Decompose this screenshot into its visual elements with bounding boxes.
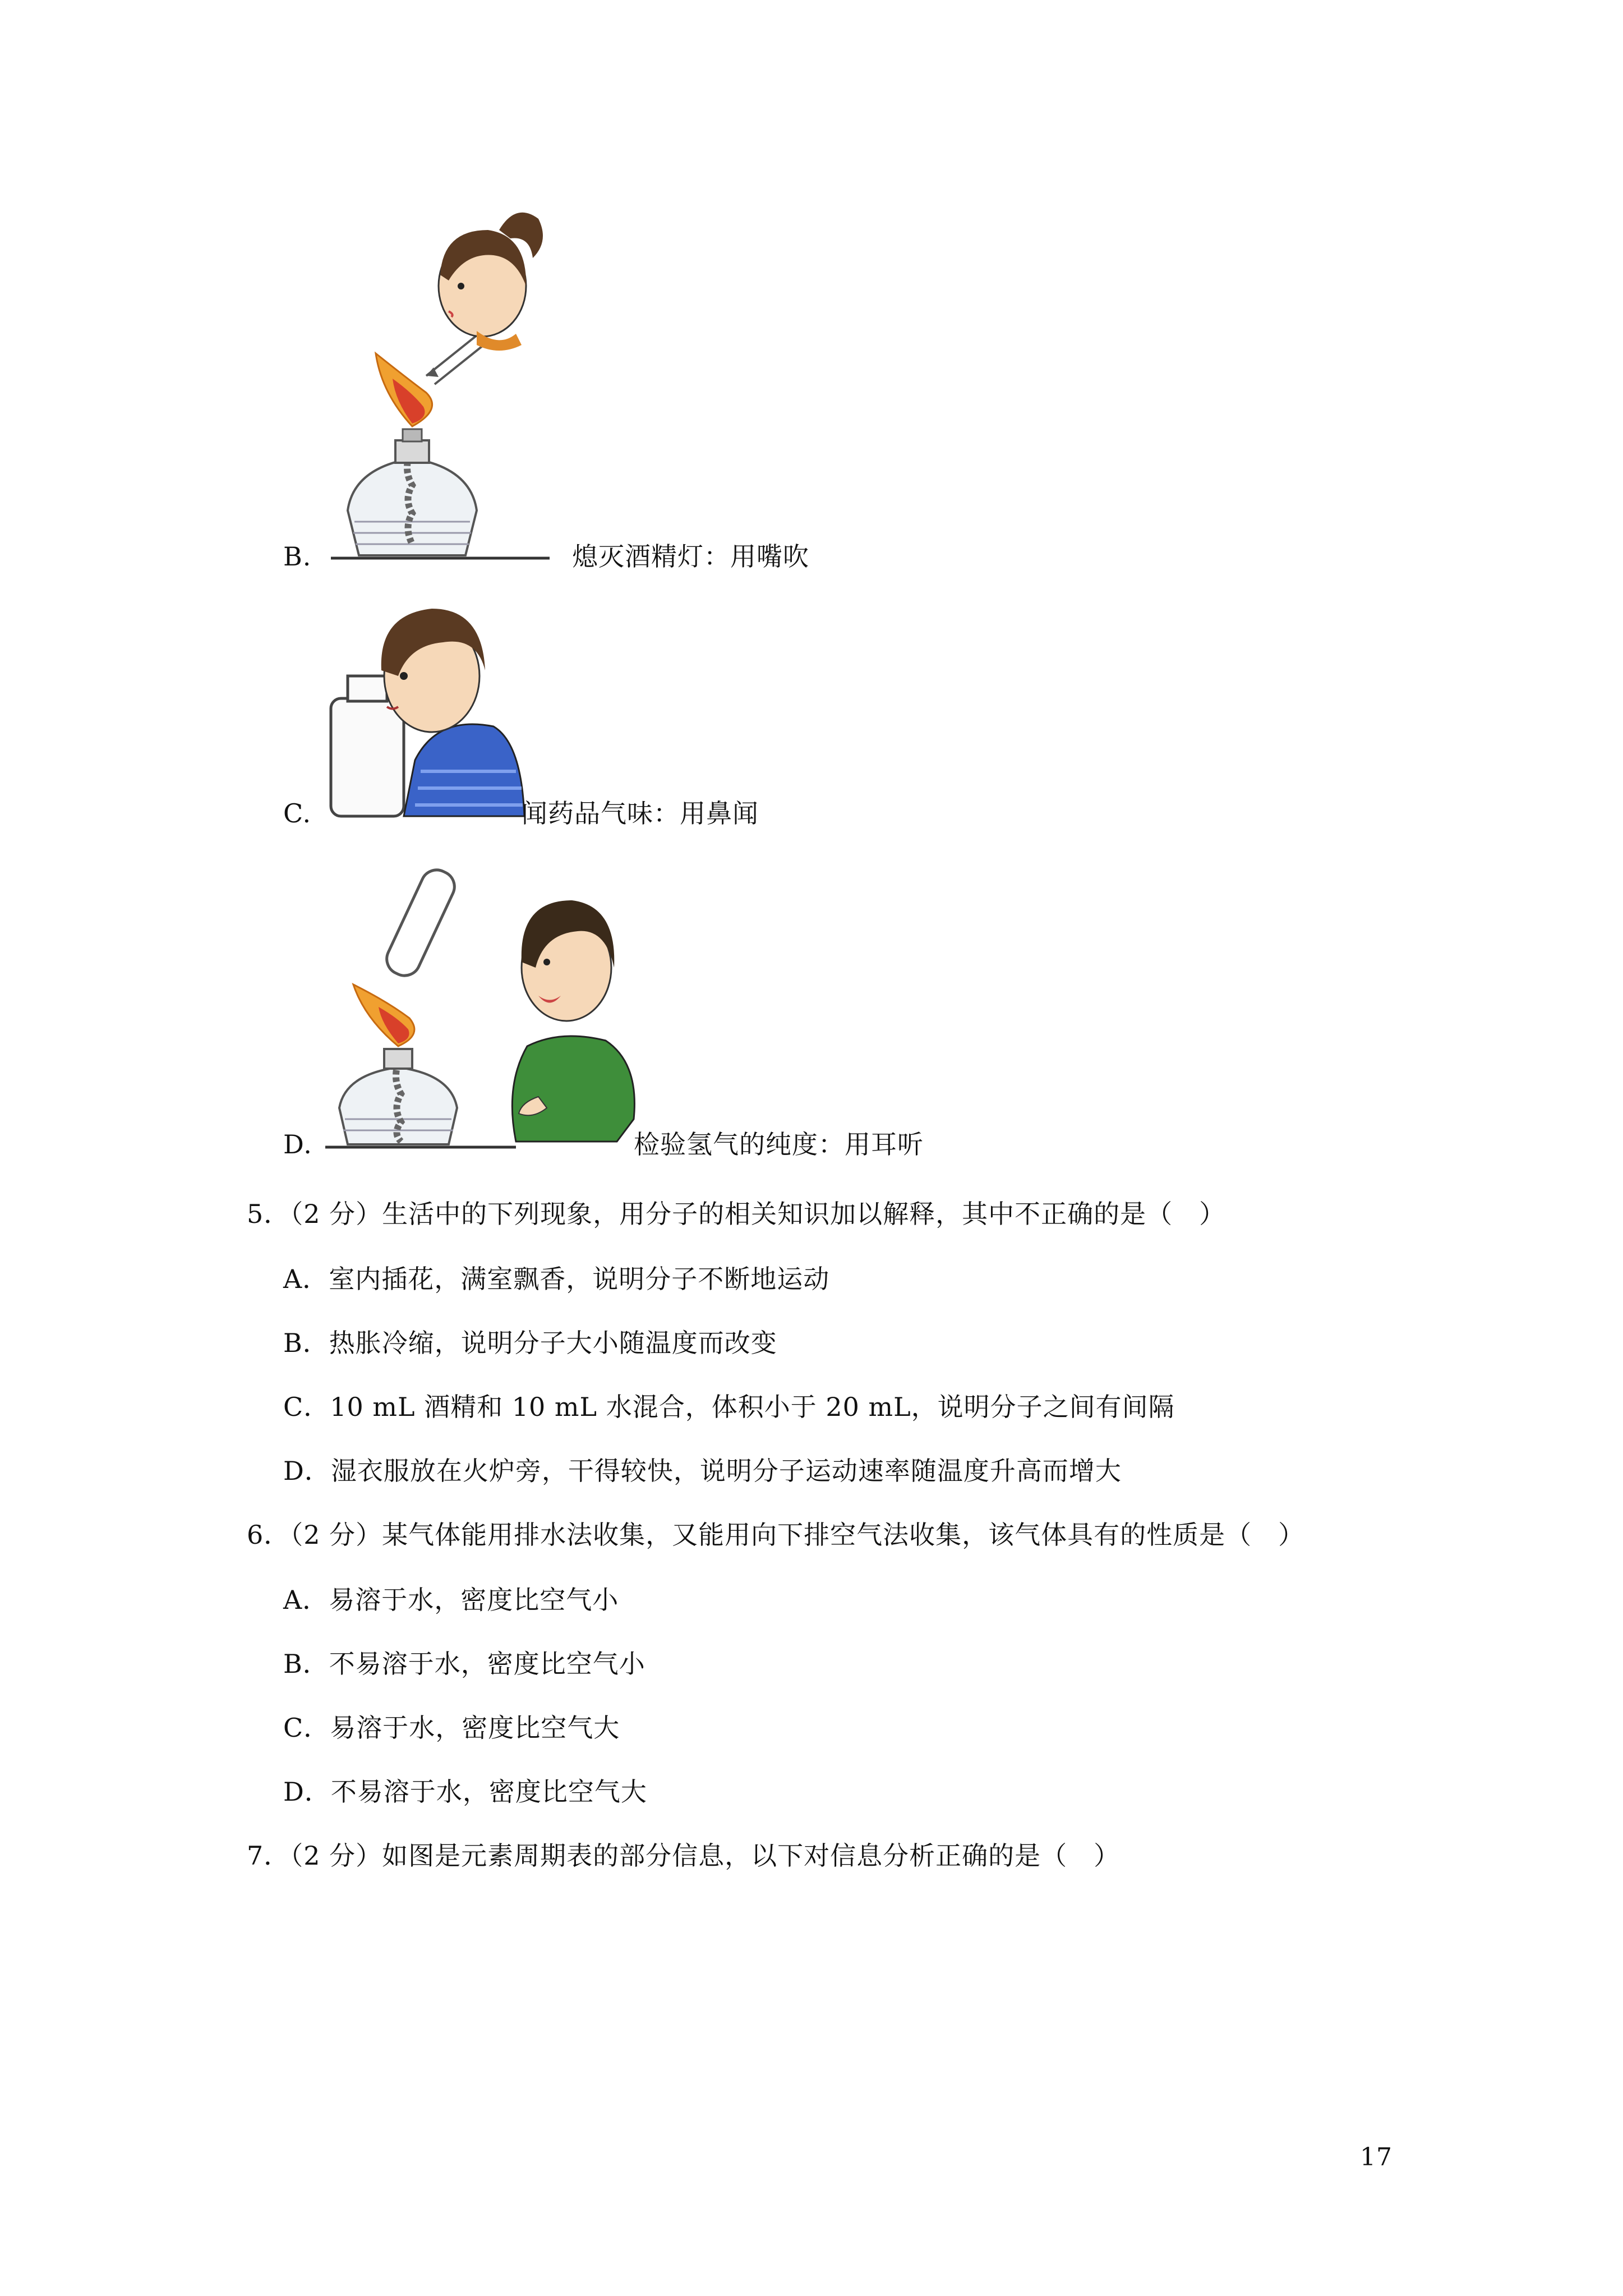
option-b-letter: B. — [283, 541, 312, 572]
question-5-option-c: C．10 mL 酒精和 10 mL 水混合，体积小于 20 mL，说明分子之间有间隔 — [283, 1392, 1175, 1422]
option-c-caption: 闻药品气味：用鼻闻 — [522, 798, 759, 829]
figure-girl-blowing-alcohol-lamp — [314, 208, 550, 567]
page-number: 17 — [1360, 2143, 1393, 2171]
question-5-option-a: A．室内插花，满室飘香，说明分子不断地运动 — [283, 1264, 830, 1294]
option-d-letter: D. — [283, 1129, 312, 1159]
figure-boy-smelling-reagent-bottle — [325, 592, 527, 822]
option-d-caption: 检验氢气的纯度：用耳听 — [634, 1129, 924, 1159]
question-6-option-c: C．易溶于水，密度比空气大 — [283, 1713, 620, 1743]
question-6-option-b: B．不易溶于水，密度比空气小 — [283, 1649, 645, 1679]
question-6-option-d: D．不易溶于水，密度比空气大 — [283, 1777, 647, 1807]
option-c-letter: C. — [283, 798, 312, 829]
question-5-option-b: B．热胀冷缩，说明分子大小随温度而改变 — [283, 1328, 777, 1358]
question-7-stem: 7．（2 分）如图是元素周期表的部分信息，以下对信息分析正确的是（ ） — [247, 1841, 1121, 1871]
question-5-option-d: D．湿衣服放在火炉旁，干得较快，说明分子运动速率随温度升高而增大 — [283, 1456, 1122, 1486]
option-b-caption: 熄灭酒精灯：用嘴吹 — [572, 541, 809, 572]
question-6-stem: 6．（2 分）某气体能用排水法收集，又能用向下排空气法收集，该气体具有的性质是（ ） — [247, 1520, 1305, 1550]
question-5-stem: 5．（2 分）生活中的下列现象，用分子的相关知识加以解释，其中不正确的是（ ） — [247, 1199, 1226, 1229]
figure-boy-listening-test-tube-over-lamp — [325, 861, 639, 1153]
question-6-option-a: A．易溶于水，密度比空气小 — [283, 1585, 619, 1615]
